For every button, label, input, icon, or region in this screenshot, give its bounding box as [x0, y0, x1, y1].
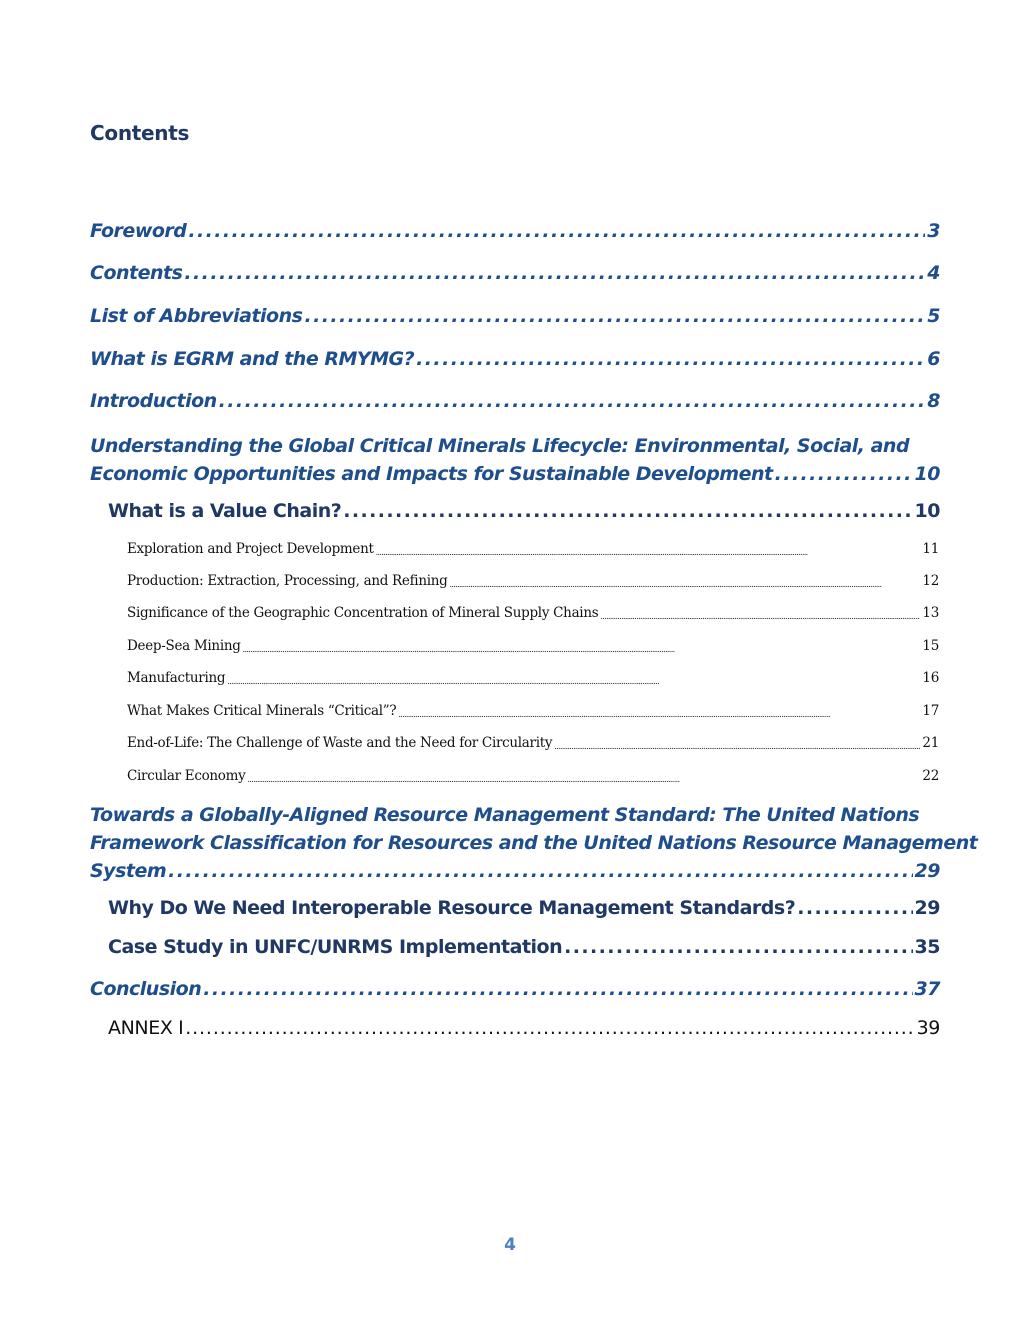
toc-entry-title-line: Framework Classification for Resources and the United Nations Resource Management — [90, 832, 978, 854]
toc-entry-what-makes-critical[interactable] — [127, 703, 939, 719]
toc-entry-page: 37 — [914, 978, 940, 1000]
dot-leader — [376, 548, 921, 557]
dot-leader — [304, 305, 925, 327]
toc-entry-page: 16 — [922, 670, 939, 686]
toc-entry-page: 35 — [914, 936, 940, 958]
toc-entry-title-line: System — [90, 860, 167, 882]
toc-entry-title: List of Abbreviations — [90, 305, 303, 327]
toc-entry-end-of-life[interactable] — [127, 735, 939, 751]
toc-entry-introduction[interactable] — [90, 390, 940, 412]
toc-entry-title: Why Do We Need Interoperable Resource Management Standards? — [108, 897, 796, 919]
toc-entry-production[interactable] — [127, 573, 939, 589]
toc-entry-page: 12 — [922, 573, 939, 589]
toc-entry-annex-i[interactable] — [108, 1017, 940, 1039]
toc-entry-deep-sea-mining[interactable] — [127, 638, 939, 654]
toc-entry-title: Significance of the Geographic Concentration of Mineral Supply Chains — [127, 605, 599, 621]
toc-entry-value-chain[interactable] — [108, 500, 940, 522]
page-number: 4 — [504, 1235, 516, 1255]
dot-leader — [775, 460, 913, 488]
toc-entry-page: 4 — [927, 262, 940, 284]
dot-leader — [168, 857, 912, 885]
dot-leader — [797, 897, 912, 919]
dot-leader — [247, 775, 920, 784]
toc-entry-contents[interactable] — [90, 262, 940, 284]
toc-entry-title: Contents — [90, 262, 183, 284]
dot-leader — [416, 348, 925, 370]
toc-entry-title: Case Study in UNFC/UNRMS Implementation — [108, 936, 563, 958]
toc-entry-title: What is EGRM and the RMYMG? — [90, 348, 415, 370]
toc-entry-page: 10 — [914, 500, 940, 522]
toc-entry-page: 8 — [927, 390, 940, 412]
toc-entry-title: Conclusion — [90, 978, 202, 1000]
toc-entry-list-of-abbreviations[interactable] — [90, 305, 940, 327]
toc-entry-page: 29 — [914, 897, 940, 919]
dot-leader — [243, 645, 921, 654]
dot-leader — [449, 580, 920, 589]
toc-entry-title-line: Economic Opportunities and Impacts for Sustainable Development — [90, 463, 773, 485]
toc-entry-title: Foreword — [90, 220, 187, 242]
dot-leader — [227, 677, 920, 686]
dot-leader — [203, 978, 912, 1000]
toc-entry-title: Circular Economy — [127, 768, 246, 784]
toc-entry-page: 13 — [922, 605, 939, 621]
toc-entry-globally-aligned-standard[interactable] — [90, 801, 978, 885]
dot-leader — [184, 262, 925, 284]
toc-entry-page: 39 — [916, 1017, 940, 1039]
toc-entry-geographic-concentration[interactable] — [127, 605, 939, 621]
toc-entry-page: 15 — [922, 638, 939, 654]
toc-entry-manufacturing[interactable] — [127, 670, 939, 686]
toc-entry-page: 6 — [927, 348, 940, 370]
toc-entry-title: Exploration and Project Development — [127, 541, 374, 557]
toc-entry-exploration[interactable] — [127, 541, 939, 557]
dot-leader — [185, 1017, 914, 1039]
toc-entry-page: 3 — [927, 220, 940, 242]
toc-entry-title: What is a Value Chain? — [108, 500, 342, 522]
toc-entry-foreword[interactable] — [90, 220, 940, 242]
dot-leader — [564, 936, 912, 958]
toc-entry-understanding-lifecycle[interactable] — [90, 432, 940, 488]
toc-entry-title-line: Understanding the Global Critical Minerals Lifecycle: Environmental, Social, and — [90, 435, 910, 457]
page-title: Contents — [90, 121, 190, 145]
toc-entry-interoperable-standards[interactable] — [108, 897, 940, 919]
toc-entry-conclusion[interactable] — [90, 978, 940, 1000]
toc-entry-page: 22 — [922, 768, 939, 784]
toc-entry-page: 17 — [922, 703, 939, 719]
toc-entry-title-line: Towards a Globally-Aligned Resource Management Standard: The United Nations — [90, 804, 920, 826]
toc-entry-page: 21 — [922, 735, 939, 751]
toc-entry-page: 10 — [914, 463, 940, 485]
dot-leader — [398, 710, 920, 719]
dot-leader — [600, 612, 920, 621]
toc-entry-title: What Makes Critical Minerals “Critical”? — [127, 703, 397, 719]
toc-entry-title: End-of-Life: The Challenge of Waste and the Need for Circularity — [127, 735, 553, 751]
toc-entry-page: 29 — [914, 860, 940, 882]
toc-entry-title: Manufacturing — [127, 670, 226, 686]
dot-leader — [188, 220, 925, 242]
toc-entry-case-study[interactable] — [108, 936, 940, 958]
toc-entry-title: Introduction — [90, 390, 217, 412]
toc-entry-what-is-egrm[interactable] — [90, 348, 940, 370]
toc-entry-title: Production: Extraction, Processing, and Refining — [127, 573, 448, 589]
dot-leader — [219, 390, 926, 412]
toc-entry-title: ANNEX I — [108, 1017, 184, 1039]
toc-entry-page: 11 — [922, 541, 939, 557]
dot-leader — [554, 742, 920, 751]
toc-entry-circular-economy[interactable] — [127, 768, 939, 784]
toc-entry-page: 5 — [927, 305, 940, 327]
dot-leader — [343, 500, 912, 522]
toc-entry-title: Deep-Sea Mining — [127, 638, 241, 654]
